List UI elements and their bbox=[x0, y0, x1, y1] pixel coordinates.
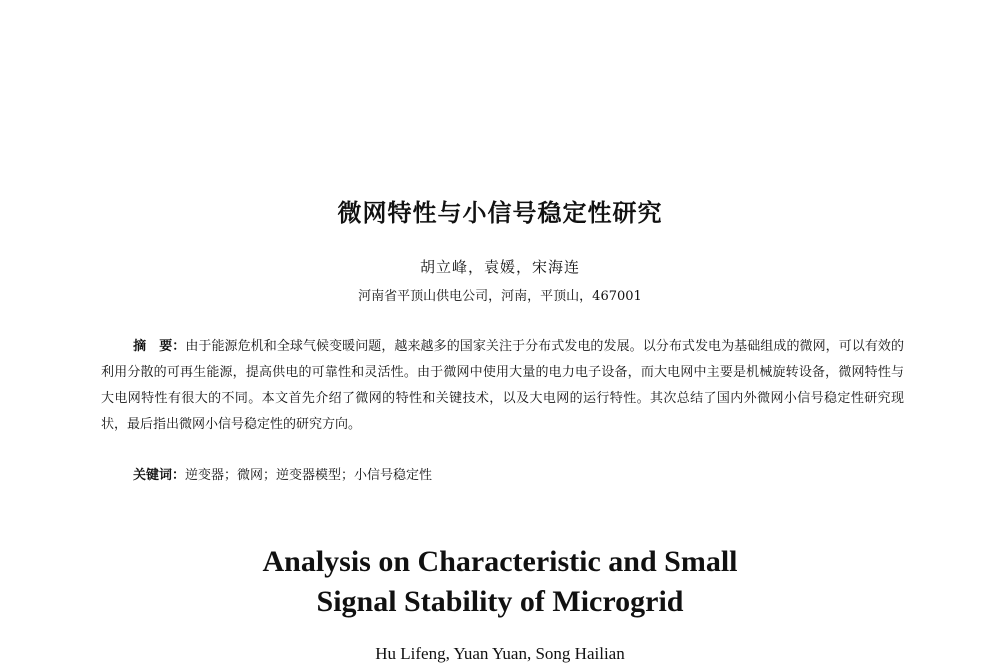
keywords-label: 关键词： bbox=[133, 468, 186, 483]
english-authors: Hu Lifeng, Yuan Yuan, Song Hailian bbox=[375, 644, 625, 663]
english-title-line-2: Signal Stability of Microgrid bbox=[316, 585, 684, 618]
chinese-authors: 胡立峰，袁媛，宋海连 bbox=[419, 258, 580, 276]
english-title bbox=[0, 542, 1000, 622]
english-title-line-1: Analysis on Characteristic and Small bbox=[262, 545, 738, 578]
chinese-affiliation: 河南省平顶山供电公司，河南，平顶山，467001 bbox=[358, 289, 642, 304]
abstract bbox=[101, 334, 904, 438]
keywords bbox=[133, 464, 432, 483]
abstract-text: 由于能源危机和全球气候变暖问题，越来越多的国家关注于分布式发电的发展。以分布式发电为基础组成的微网，可以有效的利用分散的可再生能源，提高供电的可靠性和灵活性。由于微网中使用大量的电力电子设备，而大电网中主要是机械旋转设备，微网特性与大电网特性有很大的不同。本文首先介绍了微网的特性和关键技术，以及大电网的运行特性。其次总结了国内外微网小信号稳定性研究现状，最后指出微网小信号稳定性的研究方向。 bbox=[101, 339, 904, 432]
chinese-title: 微网特性与小信号稳定性研究 bbox=[337, 199, 663, 227]
keywords-text: 逆变器；微网；逆变器模型；小信号稳定性 bbox=[185, 468, 433, 483]
abstract-label: 摘 要： bbox=[133, 339, 186, 354]
